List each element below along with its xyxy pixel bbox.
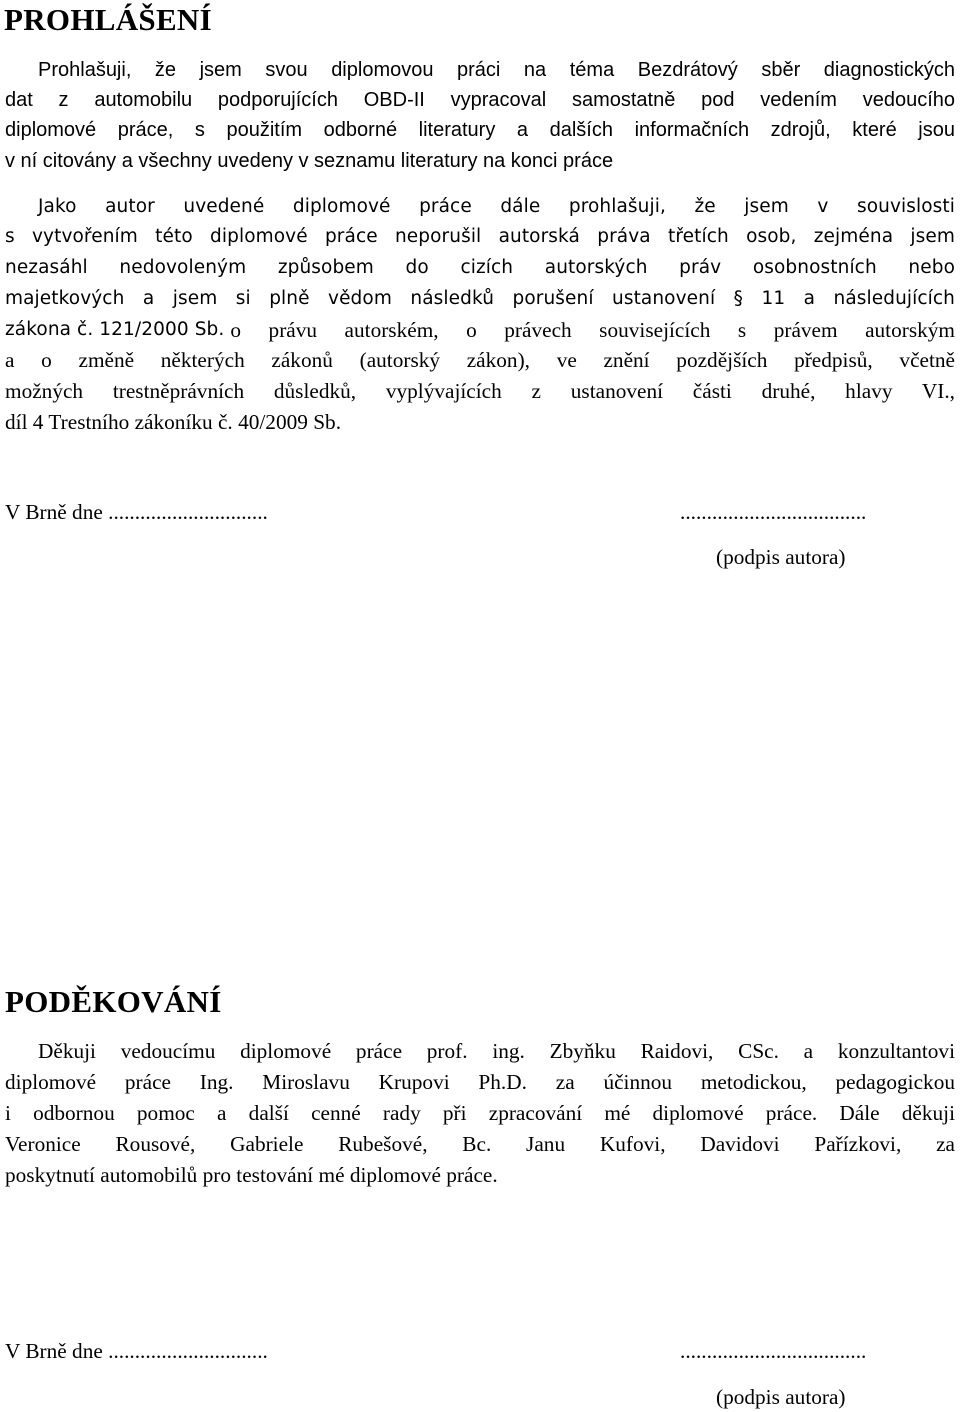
text-line: poskytnutí automobilů pro testování mé diplomové práce. <box>5 1163 498 1187</box>
text-line: i odbornou pomoc a další cenné rady při zpracování mé diplomové práce. Dále děkuji <box>5 1101 955 1125</box>
text-line: a o změně některých zákonů (autorský zákon), ve znění pozdějších předpisů, včetně <box>5 348 955 372</box>
text-line: díl 4 Trestního zákoníku č. 40/2009 Sb. <box>5 410 342 434</box>
text-line: v ní citovány a všechny uvedeny v seznamu literatury na konci práce <box>5 150 614 172</box>
text-line <box>5 315 955 345</box>
signature-line: ................................... <box>680 1339 867 1363</box>
text-line: možných trestněprávních důsledků, vyplývajících z ustanovení části druhé, hlavy VI., <box>5 379 955 403</box>
text-segment: zákona č. 121/2000 Sb. <box>5 319 225 340</box>
signature-caption: (podpis autora) <box>716 1385 846 1409</box>
text-line: Děkuji vedoucímu diplomové práce prof. ing. Zbyňku Raidovi, CSc. a konzultantovi <box>38 1039 955 1063</box>
place-date: V Brně dne .............................. <box>5 500 268 524</box>
text-line: Veronice Rousové, Gabriele Rubešové, Bc. Janu Kufovi, Davidovi Pařízkovi, za <box>5 1132 955 1156</box>
text-line: s vytvořením této diplomové práce neporušil autorská práva třetích osob, zejména jsem <box>5 226 955 247</box>
text-line: dat z automobilu podporujících OBD-II vypracoval samostatně pod vedením vedoucího <box>5 89 955 111</box>
place-date: V Brně dne .............................. <box>5 1339 268 1363</box>
text-line: diplomové práce Ing. Miroslavu Krupovi Ph.D. za účinnou metodickou, pedagogickou <box>5 1070 955 1094</box>
signature-caption: (podpis autora) <box>716 545 846 569</box>
text-segment: o právu autorském, o právech souvisejících s právem autorským <box>230 318 955 342</box>
acknowledgement-heading: PODĚKOVÁNÍ <box>5 984 222 1019</box>
text-line: Jako autor uvedené diplomové práce dále prohlašuji, že jsem v souvislosti <box>38 196 955 217</box>
text-line: Prohlašuji, že jsem svou diplomovou práci na téma Bezdrátový sběr diagnostických <box>38 59 955 81</box>
signature-line: ................................... <box>680 500 867 524</box>
text-line: diplomové práce, s použitím odborné literatury a dalších informačních zdrojů, které jsou <box>5 119 955 141</box>
text-line: majetkových a jsem si plně vědom následků porušení ustanovení § 11 a následujících <box>5 288 955 309</box>
declaration-heading: PROHLÁŠENÍ <box>4 2 212 37</box>
text-line: nezasáhl nedovoleným způsobem do cizích autorských práv osobnostních nebo <box>5 257 955 278</box>
